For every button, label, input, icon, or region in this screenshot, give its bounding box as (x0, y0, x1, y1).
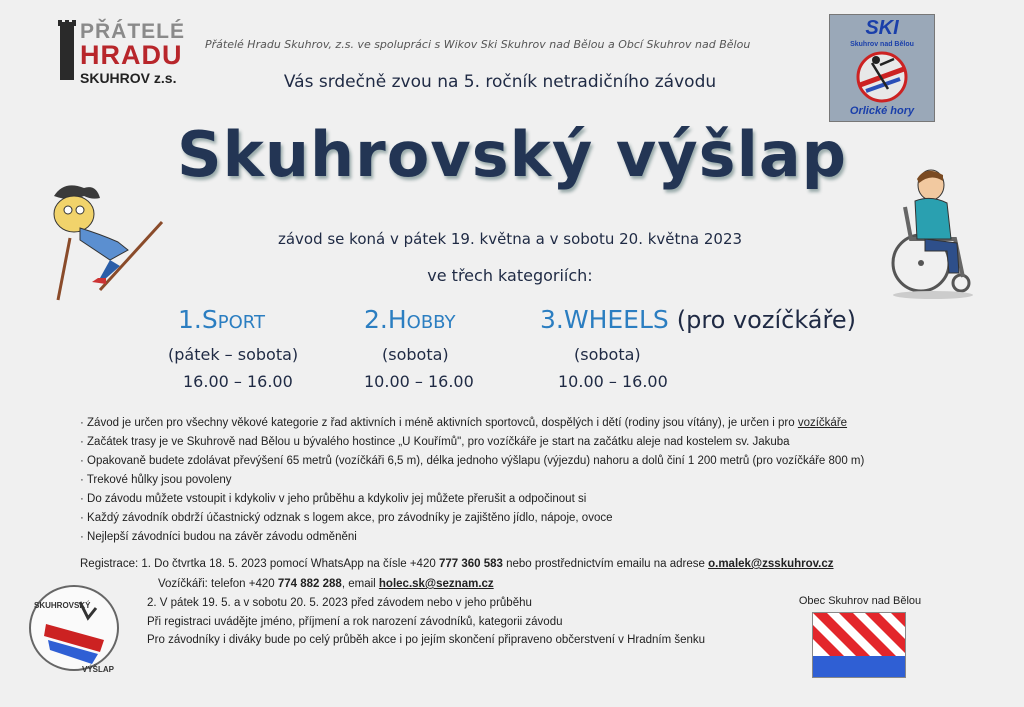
category-1-name: 1.Sport (178, 305, 265, 334)
registration-line1: Registrace: 1. Do čtvrtka 18. 5. 2023 pomocí WhatsApp na čísle +420 777 360 583 nebo prostřednictvím emailu na adrese o.malek@zsskuhrov.cz (80, 558, 834, 570)
logo-line3: SKUHROV z.s. (80, 70, 177, 86)
email-link-holec[interactable]: holec.sk@seznam.cz (378, 578, 494, 590)
ski-logo-sub: Skuhrov nad Bělou (850, 41, 914, 48)
vyslap-badge-logo (24, 578, 124, 676)
category-1-time: 16.00 – 16.00 (183, 372, 293, 391)
category-3-name: 3.WHEELS (pro vozíčkáře) (540, 305, 856, 334)
rule-item: · Závod je určen pro všechny věkové kategorie z řad aktivních i méně aktivních sportovců, dospělých i dětí (rodiny jsou vítány), je určen i pro vozíčkáře (80, 417, 848, 429)
invite-text: Vás srdečně zvou na 5. ročník netradičního závodu (283, 72, 717, 92)
rule-item: · Do závodu můžete vstoupit i kdykoliv v jeho průběhu a kdykoliv jej můžete přerušit a odpočinout si (80, 493, 587, 505)
rule-item: · Nejlepší závodníci budou na závěr závodu odměněni (80, 531, 357, 543)
category-2-time: 10.00 – 16.00 (364, 372, 474, 391)
logo-line1: PŘÁTELÉ (80, 20, 186, 43)
rule-item: · Opakovaně budete zdolávat převýšení 65 metrů (vozíčkáři 6,5 m), délka jednoho výšlapu (výjezdu) nahoru a dolů činí 1 200 metrů (pro vozíčkáře 800 m) (80, 455, 865, 467)
category-1-days: (pátek – sobota) (168, 345, 299, 364)
page-title: Skuhrovský výšlap (176, 118, 848, 191)
category-2-name: 2.Hobby (364, 305, 456, 334)
registration-line3: 2. V pátek 19. 5. a v sobotu 20. 5. 2023 před závodem nebo v jeho průběhu (147, 597, 532, 609)
registration-label: Registrace: (80, 558, 139, 570)
rule-item: · Každý závodník obdrží účastnický odznak s logem akce, pro závodníky je zajištěno jídlo, nápoje, ovoce (80, 512, 613, 524)
ski-logo-bottom: Orlické hory (849, 105, 915, 117)
registration-line2: Vozíčkáři: telefon +420 774 882 288, email holec.sk@seznam.cz (158, 578, 494, 590)
email-link-malek[interactable]: o.malek@zsskuhrov.cz (708, 558, 834, 570)
category-3-days: (sobota) (574, 345, 641, 364)
obec-label: Obec Skuhrov nad Bělou (798, 595, 922, 607)
category-2-days: (sobota) (382, 345, 449, 364)
wheelchair-phone: 774 882 288 (277, 578, 342, 590)
organizers-text: Přátelé Hradu Skuhrov, z.s. ve spolupráci s Wikov Ski Skuhrov nad Bělou a Obcí Skuhrov nad Bělou (205, 38, 751, 51)
categories-intro: ve třech kategoriích: (427, 266, 593, 285)
category-3-time: 10.00 – 16.00 (558, 372, 668, 391)
obec-flag (812, 612, 906, 678)
event-dates: závod se koná v pátek 19. května a v sobotu 20. května 2023 (277, 230, 743, 248)
ski-logo-title: SKI (865, 17, 899, 39)
rule-item: · Trekové hůlky jsou povoleny (80, 474, 232, 486)
rule-underline: vozíčkáře (797, 417, 848, 429)
tower-icon (60, 22, 74, 80)
badge-text-top: SKUHROVSKÝ (34, 601, 91, 610)
badge-text-bottom: VÝŠLAP (82, 665, 115, 674)
registration-line5: Pro závodníky i diváky bude po celý průběh akce i po jejím skončení připraveno občerstvení v Hradním šenku (147, 634, 706, 646)
category-3-suffix: (pro vozíčkáře) (676, 306, 856, 334)
logo-line2: HRADU (80, 40, 183, 70)
whatsapp-phone: 777 360 583 (438, 558, 503, 570)
rule-item: · Začátek trasy je ve Skuhrově nad Bělou u bývalého hostince „U Kouřímů", pro vozíčkáře je start na začátku aleje nad kostelem sv. Jakuba (80, 436, 790, 448)
pratele-hradu-logo (58, 20, 188, 90)
ski-club-logo (829, 14, 935, 122)
rules-list (80, 414, 960, 547)
registration-line4: Při registraci uvádějte jméno, příjmení a rok narození závodníků, kategorii závodu (147, 616, 563, 628)
hiker-illustration (40, 178, 170, 308)
wheelchair-illustration (885, 165, 985, 300)
